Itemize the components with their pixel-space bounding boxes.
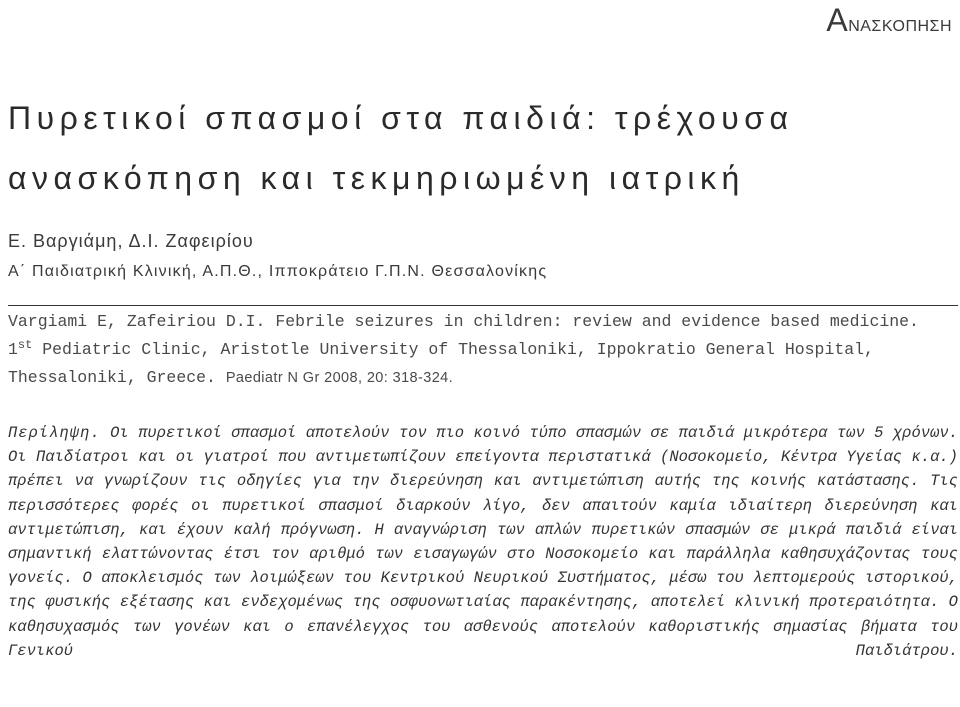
section-label <box>826 0 952 47</box>
english-citation <box>8 308 953 392</box>
citation-ordinal-superscript: st <box>17 338 33 352</box>
article-affiliation: Α΄ Παιδιατρική Κλινική, Α.Π.Θ., Ιπποκράτειο Γ.Π.Ν. Θεσσαλονίκης <box>8 263 548 280</box>
citation-text-part2: Pediatric Clinic, Aristotle University of Thessaloniki, Ippokratio General Hospital, Thessaloniki, Greece. <box>8 340 874 387</box>
article-title: Πυρετικοί σπασμοί στα παιδιά: τρέχουσα ανασκόπηση και τεκμηριωμένη ιατρική <box>8 100 794 196</box>
abstract-text: Οι πυρετικοί σπασμοί αποτελούν τον πιο κοινό τύπο σπασμών σε παιδιά μικρότερα των 5 χρόνων. Οι Παιδίατροι και οι γιατροί που αντιμετωπίζουν επείγοντα περιστατικά (Νοσοκομείο, Κέντρα Υγείας κ.α.) πρέπει να γνωρίζουν τις οδηγίες για την διερεύνηση και αντιμετώπιση αυτής της κοινής κατάστασης. Τις περισσότερες φορές οι πυρετικοί σπασμοί διαρκούν λίγο, δεν απαιτούν καμία ιδιαίτερη διερεύνηση και αντιμετώπιση, και έχουν καλή πρόγνωση. Η αναγνώριση των απλών πυρετικών σπασμών σε μικρά παιδιά είναι σημαντική ελαττώνοντας έτσι τον αριθμό των εισαγωγών στο Νοσοκομείο και παράλληλα καθησυχάζοντας τους γονείς. Ο αποκλεισμός των λοιμώξεων του Κεντρικού Νευρικού Συστήματος, μέσω του λεπτομερούς ιστορικού, της φυσικής εξέτασης και ενδεχομένως της οσφυονωτιαίας παρακέντησης, αποτελεί κλινική προτεραιότητα. Ο καθησυχασμός των γονέων και ο επανέλεγχος του ασθενούς αποτελούν καθοριστικής σημασίας βήματα του Γενικού Παιδιάτρου. <box>8 424 958 660</box>
citation-journal-reference: Paediatr N Gr 2008, 20: 318-324. <box>225 370 454 386</box>
abstract-label: Περίληψη. <box>8 424 101 442</box>
article-authors: Ε. Βαργιάμη, Δ.Ι. Ζαφειρίου <box>8 231 254 251</box>
section-label-rest: ΝΑΣΚΟΠΗΣΗ <box>848 18 952 35</box>
abstract-paragraph <box>8 421 958 663</box>
citation-text-part1: Vargiami E, Zafeiriou D.I. Febrile seizures in children: review and evidence based medicine. 1 <box>8 312 919 359</box>
section-label-initial: Α <box>826 2 849 38</box>
separator-rule <box>8 305 958 306</box>
